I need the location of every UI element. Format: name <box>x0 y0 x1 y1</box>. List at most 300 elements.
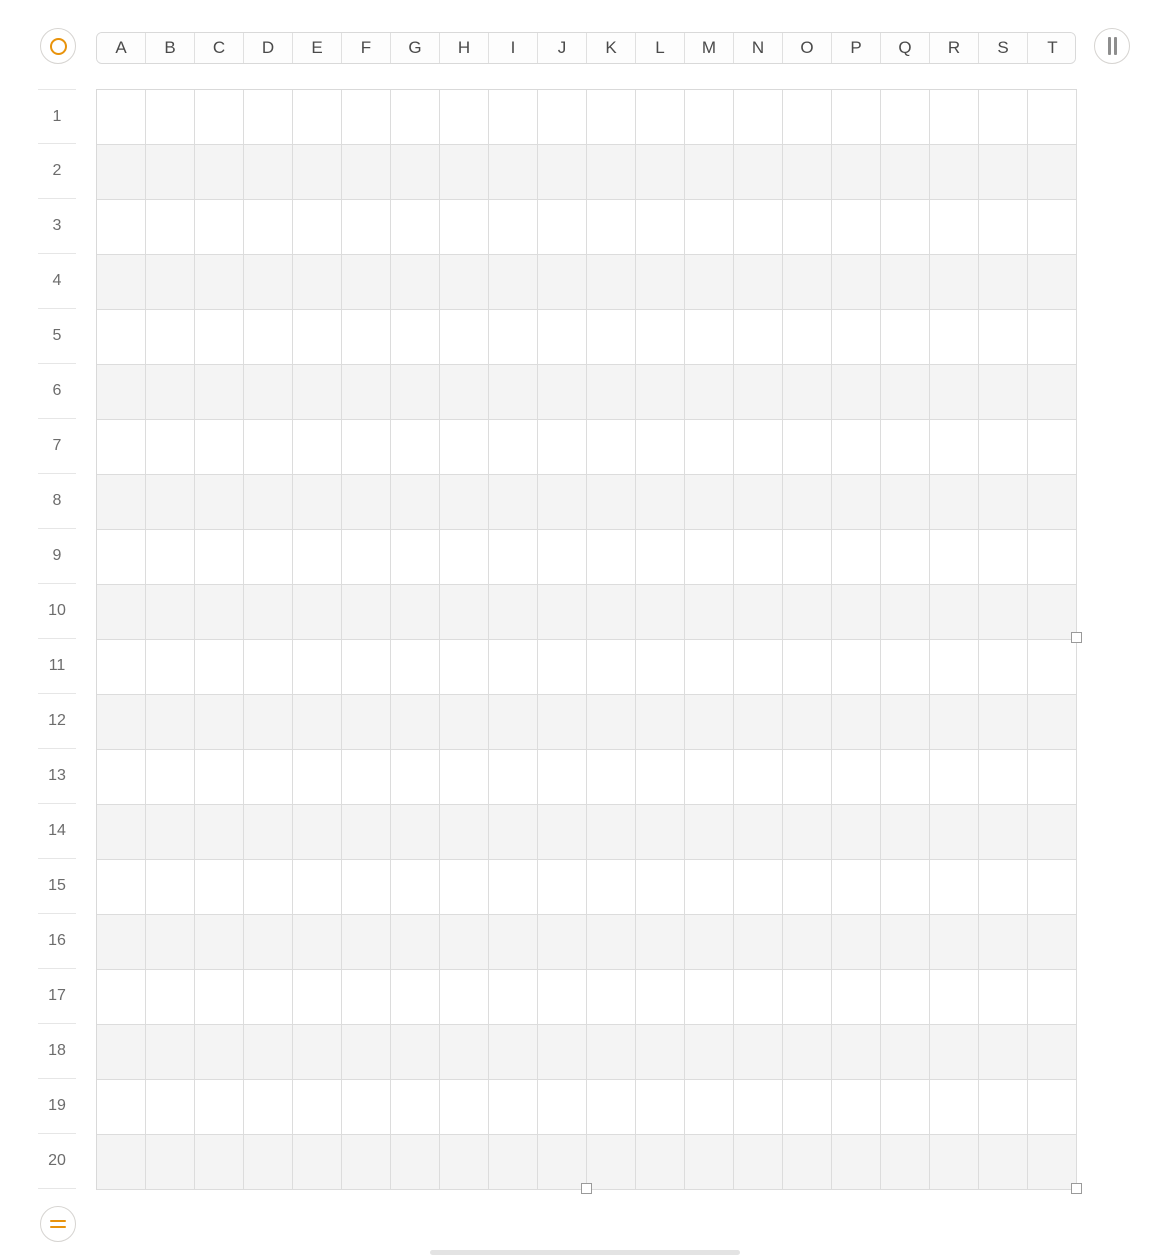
grid-cell-S11[interactable] <box>979 640 1028 695</box>
grid-cell-A8[interactable] <box>97 475 146 530</box>
grid-cell-I17[interactable] <box>489 970 538 1025</box>
grid-cell-K9[interactable] <box>587 530 636 585</box>
grid-cell-S5[interactable] <box>979 310 1028 365</box>
grid-cell-S16[interactable] <box>979 915 1028 970</box>
grid-cell-D5[interactable] <box>244 310 293 365</box>
grid-cell-B8[interactable] <box>146 475 195 530</box>
grid-cell-M3[interactable] <box>685 200 734 255</box>
grid-cell-M16[interactable] <box>685 915 734 970</box>
grid-cell-T10[interactable] <box>1028 585 1077 640</box>
grid-cell-R18[interactable] <box>930 1025 979 1080</box>
grid-cell-M6[interactable] <box>685 365 734 420</box>
grid-cell-H11[interactable] <box>440 640 489 695</box>
grid-cell-C7[interactable] <box>195 420 244 475</box>
grid-cell-P9[interactable] <box>832 530 881 585</box>
grid-cell-R11[interactable] <box>930 640 979 695</box>
grid-cell-F14[interactable] <box>342 805 391 860</box>
grid-cell-J3[interactable] <box>538 200 587 255</box>
grid-cell-J6[interactable] <box>538 365 587 420</box>
grid-cell-B2[interactable] <box>146 145 195 200</box>
grid-cell-A1[interactable] <box>97 90 146 145</box>
grid-cell-F11[interactable] <box>342 640 391 695</box>
grid-cell-C20[interactable] <box>195 1135 244 1190</box>
grid-cell-P8[interactable] <box>832 475 881 530</box>
grid-cell-P4[interactable] <box>832 255 881 310</box>
grid-cell-N12[interactable] <box>734 695 783 750</box>
grid-cell-F1[interactable] <box>342 90 391 145</box>
column-header-h[interactable]: H <box>440 33 489 63</box>
grid-cell-I7[interactable] <box>489 420 538 475</box>
grid-cell-B4[interactable] <box>146 255 195 310</box>
grid-cell-J5[interactable] <box>538 310 587 365</box>
grid-cell-I6[interactable] <box>489 365 538 420</box>
grid-cell-K1[interactable] <box>587 90 636 145</box>
grid-cell-G3[interactable] <box>391 200 440 255</box>
grid-cell-Q19[interactable] <box>881 1080 930 1135</box>
grid-cell-N10[interactable] <box>734 585 783 640</box>
grid-cell-T13[interactable] <box>1028 750 1077 805</box>
grid-cell-E2[interactable] <box>293 145 342 200</box>
grid-cell-L7[interactable] <box>636 420 685 475</box>
grid-cell-T17[interactable] <box>1028 970 1077 1025</box>
grid-cell-C6[interactable] <box>195 365 244 420</box>
grid-cell-Q3[interactable] <box>881 200 930 255</box>
grid-cell-L19[interactable] <box>636 1080 685 1135</box>
grid-cell-C2[interactable] <box>195 145 244 200</box>
grid-cell-K8[interactable] <box>587 475 636 530</box>
grid-cell-C9[interactable] <box>195 530 244 585</box>
grid-cell-D6[interactable] <box>244 365 293 420</box>
grid-cell-C12[interactable] <box>195 695 244 750</box>
grid-cell-M18[interactable] <box>685 1025 734 1080</box>
grid-cell-G15[interactable] <box>391 860 440 915</box>
grid-cell-A13[interactable] <box>97 750 146 805</box>
grid-cell-S15[interactable] <box>979 860 1028 915</box>
column-header-o[interactable]: O <box>783 33 832 63</box>
grid-cell-I13[interactable] <box>489 750 538 805</box>
grid-cell-R15[interactable] <box>930 860 979 915</box>
grid-cell-F19[interactable] <box>342 1080 391 1135</box>
grid-cell-P12[interactable] <box>832 695 881 750</box>
grid-cell-I2[interactable] <box>489 145 538 200</box>
grid-cell-F15[interactable] <box>342 860 391 915</box>
grid-cell-M14[interactable] <box>685 805 734 860</box>
column-header-t[interactable]: T <box>1028 33 1076 63</box>
grid-cell-S2[interactable] <box>979 145 1028 200</box>
grid-cell-A9[interactable] <box>97 530 146 585</box>
grid-cell-Q11[interactable] <box>881 640 930 695</box>
grid-cell-N6[interactable] <box>734 365 783 420</box>
grid-cell-H5[interactable] <box>440 310 489 365</box>
grid-cell-A12[interactable] <box>97 695 146 750</box>
grid-cell-D12[interactable] <box>244 695 293 750</box>
grid-cell-Q6[interactable] <box>881 365 930 420</box>
grid-cell-N15[interactable] <box>734 860 783 915</box>
column-header-d[interactable]: D <box>244 33 293 63</box>
grid-cell-S4[interactable] <box>979 255 1028 310</box>
grid-cell-H14[interactable] <box>440 805 489 860</box>
grid-cell-N8[interactable] <box>734 475 783 530</box>
grid-cell-H6[interactable] <box>440 365 489 420</box>
grid-cell-Q7[interactable] <box>881 420 930 475</box>
row-header-11[interactable]: 11 <box>38 639 76 694</box>
spreadsheet-grid[interactable] <box>96 89 1077 1190</box>
grid-cell-G4[interactable] <box>391 255 440 310</box>
grid-cell-K10[interactable] <box>587 585 636 640</box>
grid-cell-C8[interactable] <box>195 475 244 530</box>
grid-cell-R16[interactable] <box>930 915 979 970</box>
grid-cell-O1[interactable] <box>783 90 832 145</box>
grid-cell-F9[interactable] <box>342 530 391 585</box>
grid-cell-F18[interactable] <box>342 1025 391 1080</box>
grid-cell-J8[interactable] <box>538 475 587 530</box>
grid-cell-F4[interactable] <box>342 255 391 310</box>
row-header-3[interactable]: 3 <box>38 199 76 254</box>
grid-cell-G14[interactable] <box>391 805 440 860</box>
grid-cell-E15[interactable] <box>293 860 342 915</box>
grid-cell-S19[interactable] <box>979 1080 1028 1135</box>
grid-cell-O9[interactable] <box>783 530 832 585</box>
grid-cell-O6[interactable] <box>783 365 832 420</box>
grid-cell-I1[interactable] <box>489 90 538 145</box>
grid-cell-O17[interactable] <box>783 970 832 1025</box>
grid-cell-N13[interactable] <box>734 750 783 805</box>
grid-cell-L1[interactable] <box>636 90 685 145</box>
grid-cell-A5[interactable] <box>97 310 146 365</box>
grid-cell-Q13[interactable] <box>881 750 930 805</box>
grid-cell-D20[interactable] <box>244 1135 293 1190</box>
grid-cell-Q16[interactable] <box>881 915 930 970</box>
grid-cell-D10[interactable] <box>244 585 293 640</box>
grid-cell-C15[interactable] <box>195 860 244 915</box>
grid-cell-E11[interactable] <box>293 640 342 695</box>
grid-cell-O13[interactable] <box>783 750 832 805</box>
grid-cell-T9[interactable] <box>1028 530 1077 585</box>
grid-cell-R6[interactable] <box>930 365 979 420</box>
grid-cell-E19[interactable] <box>293 1080 342 1135</box>
grid-cell-L10[interactable] <box>636 585 685 640</box>
grid-cell-R10[interactable] <box>930 585 979 640</box>
grid-cell-I4[interactable] <box>489 255 538 310</box>
grid-cell-M2[interactable] <box>685 145 734 200</box>
grid-cell-B17[interactable] <box>146 970 195 1025</box>
grid-cell-C10[interactable] <box>195 585 244 640</box>
column-header-l[interactable]: L <box>636 33 685 63</box>
grid-cell-B3[interactable] <box>146 200 195 255</box>
grid-cell-A3[interactable] <box>97 200 146 255</box>
grid-cell-Q5[interactable] <box>881 310 930 365</box>
grid-cell-T1[interactable] <box>1028 90 1077 145</box>
grid-cell-N1[interactable] <box>734 90 783 145</box>
grid-cell-D9[interactable] <box>244 530 293 585</box>
column-header-m[interactable]: M <box>685 33 734 63</box>
grid-cell-I10[interactable] <box>489 585 538 640</box>
grid-cell-P11[interactable] <box>832 640 881 695</box>
grid-cell-J15[interactable] <box>538 860 587 915</box>
grid-cell-I3[interactable] <box>489 200 538 255</box>
grid-cell-N5[interactable] <box>734 310 783 365</box>
grid-cell-E16[interactable] <box>293 915 342 970</box>
grid-cell-I16[interactable] <box>489 915 538 970</box>
grid-cell-F5[interactable] <box>342 310 391 365</box>
grid-cell-M5[interactable] <box>685 310 734 365</box>
grid-cell-G7[interactable] <box>391 420 440 475</box>
grid-cell-B13[interactable] <box>146 750 195 805</box>
grid-cell-L11[interactable] <box>636 640 685 695</box>
grid-cell-L6[interactable] <box>636 365 685 420</box>
grid-cell-L14[interactable] <box>636 805 685 860</box>
grid-cell-G19[interactable] <box>391 1080 440 1135</box>
grid-cell-S9[interactable] <box>979 530 1028 585</box>
grid-cell-F3[interactable] <box>342 200 391 255</box>
grid-cell-G17[interactable] <box>391 970 440 1025</box>
grid-cell-T8[interactable] <box>1028 475 1077 530</box>
grid-cell-C18[interactable] <box>195 1025 244 1080</box>
grid-cell-H4[interactable] <box>440 255 489 310</box>
grid-cell-O16[interactable] <box>783 915 832 970</box>
grid-cell-G2[interactable] <box>391 145 440 200</box>
grid-cell-E4[interactable] <box>293 255 342 310</box>
grid-cell-F8[interactable] <box>342 475 391 530</box>
grid-cell-M20[interactable] <box>685 1135 734 1190</box>
row-header-15[interactable]: 15 <box>38 859 76 914</box>
row-header-12[interactable]: 12 <box>38 694 76 749</box>
grid-cell-E10[interactable] <box>293 585 342 640</box>
grid-cell-M9[interactable] <box>685 530 734 585</box>
row-header-17[interactable]: 17 <box>38 969 76 1024</box>
grid-cell-E3[interactable] <box>293 200 342 255</box>
grid-cell-O2[interactable] <box>783 145 832 200</box>
grid-cell-H3[interactable] <box>440 200 489 255</box>
grid-cell-F16[interactable] <box>342 915 391 970</box>
grid-cell-S14[interactable] <box>979 805 1028 860</box>
grid-cell-D17[interactable] <box>244 970 293 1025</box>
grid-cell-B14[interactable] <box>146 805 195 860</box>
grid-cell-Q4[interactable] <box>881 255 930 310</box>
grid-cell-E13[interactable] <box>293 750 342 805</box>
grid-cell-Q9[interactable] <box>881 530 930 585</box>
grid-cell-N3[interactable] <box>734 200 783 255</box>
grid-cell-P1[interactable] <box>832 90 881 145</box>
grid-cell-J10[interactable] <box>538 585 587 640</box>
grid-cell-R8[interactable] <box>930 475 979 530</box>
grid-cell-I11[interactable] <box>489 640 538 695</box>
grid-cell-A10[interactable] <box>97 585 146 640</box>
grid-cell-D8[interactable] <box>244 475 293 530</box>
grid-cell-P13[interactable] <box>832 750 881 805</box>
grid-cell-P7[interactable] <box>832 420 881 475</box>
grid-cell-T12[interactable] <box>1028 695 1077 750</box>
grid-cell-E17[interactable] <box>293 970 342 1025</box>
grid-cell-M7[interactable] <box>685 420 734 475</box>
grid-cell-H9[interactable] <box>440 530 489 585</box>
grid-cell-S7[interactable] <box>979 420 1028 475</box>
grid-cell-M8[interactable] <box>685 475 734 530</box>
grid-cell-G16[interactable] <box>391 915 440 970</box>
grid-cell-I14[interactable] <box>489 805 538 860</box>
grid-cell-I12[interactable] <box>489 695 538 750</box>
grid-cell-E18[interactable] <box>293 1025 342 1080</box>
grid-cell-T11[interactable] <box>1028 640 1077 695</box>
grid-cell-M13[interactable] <box>685 750 734 805</box>
grid-cell-S20[interactable] <box>979 1135 1028 1190</box>
grid-cell-Q2[interactable] <box>881 145 930 200</box>
grid-cell-E5[interactable] <box>293 310 342 365</box>
grid-cell-M12[interactable] <box>685 695 734 750</box>
grid-cell-Q8[interactable] <box>881 475 930 530</box>
grid-cell-L9[interactable] <box>636 530 685 585</box>
selection-handle-corner[interactable] <box>1071 1183 1082 1194</box>
grid-cell-L12[interactable] <box>636 695 685 750</box>
grid-cell-J12[interactable] <box>538 695 587 750</box>
grid-cell-N2[interactable] <box>734 145 783 200</box>
grid-cell-K13[interactable] <box>587 750 636 805</box>
grid-cell-E6[interactable] <box>293 365 342 420</box>
grid-cell-K19[interactable] <box>587 1080 636 1135</box>
grid-cell-C13[interactable] <box>195 750 244 805</box>
grid-cell-L17[interactable] <box>636 970 685 1025</box>
grid-cell-E12[interactable] <box>293 695 342 750</box>
grid-cell-H13[interactable] <box>440 750 489 805</box>
grid-cell-I5[interactable] <box>489 310 538 365</box>
grid-cell-F10[interactable] <box>342 585 391 640</box>
grid-cell-P17[interactable] <box>832 970 881 1025</box>
grid-cell-B15[interactable] <box>146 860 195 915</box>
column-header-g[interactable]: G <box>391 33 440 63</box>
grid-cell-L15[interactable] <box>636 860 685 915</box>
grid-cell-C1[interactable] <box>195 90 244 145</box>
column-header-p[interactable]: P <box>832 33 881 63</box>
column-header-s[interactable]: S <box>979 33 1028 63</box>
grid-cell-D14[interactable] <box>244 805 293 860</box>
grid-cell-D13[interactable] <box>244 750 293 805</box>
grid-cell-H12[interactable] <box>440 695 489 750</box>
row-header-20[interactable]: 20 <box>38 1134 76 1189</box>
grid-cell-K18[interactable] <box>587 1025 636 1080</box>
grid-cell-K4[interactable] <box>587 255 636 310</box>
row-header-1[interactable]: 1 <box>38 89 76 144</box>
grid-cell-C5[interactable] <box>195 310 244 365</box>
grid-cell-L18[interactable] <box>636 1025 685 1080</box>
column-header-q[interactable]: Q <box>881 33 930 63</box>
row-header-14[interactable]: 14 <box>38 804 76 859</box>
grid-cell-I9[interactable] <box>489 530 538 585</box>
column-header-b[interactable]: B <box>146 33 195 63</box>
column-header-f[interactable]: F <box>342 33 391 63</box>
grid-cell-A20[interactable] <box>97 1135 146 1190</box>
grid-cell-D11[interactable] <box>244 640 293 695</box>
grid-cell-O8[interactable] <box>783 475 832 530</box>
grid-cell-I20[interactable] <box>489 1135 538 1190</box>
grid-cell-P16[interactable] <box>832 915 881 970</box>
grid-cell-D2[interactable] <box>244 145 293 200</box>
grid-cell-M17[interactable] <box>685 970 734 1025</box>
grid-cell-Q12[interactable] <box>881 695 930 750</box>
grid-cell-G11[interactable] <box>391 640 440 695</box>
grid-cell-S18[interactable] <box>979 1025 1028 1080</box>
grid-cell-R19[interactable] <box>930 1080 979 1135</box>
row-header-18[interactable]: 18 <box>38 1024 76 1079</box>
grid-cell-R1[interactable] <box>930 90 979 145</box>
grid-cell-B20[interactable] <box>146 1135 195 1190</box>
grid-cell-F12[interactable] <box>342 695 391 750</box>
grid-cell-S10[interactable] <box>979 585 1028 640</box>
grid-cell-J4[interactable] <box>538 255 587 310</box>
grid-cell-L13[interactable] <box>636 750 685 805</box>
grid-cell-G10[interactable] <box>391 585 440 640</box>
grid-cell-H7[interactable] <box>440 420 489 475</box>
grid-cell-K14[interactable] <box>587 805 636 860</box>
grid-cell-T15[interactable] <box>1028 860 1077 915</box>
grid-cell-N7[interactable] <box>734 420 783 475</box>
grid-cell-L4[interactable] <box>636 255 685 310</box>
grid-cell-O5[interactable] <box>783 310 832 365</box>
grid-cell-A14[interactable] <box>97 805 146 860</box>
grid-cell-L16[interactable] <box>636 915 685 970</box>
grid-cell-F7[interactable] <box>342 420 391 475</box>
grid-cell-G1[interactable] <box>391 90 440 145</box>
grid-cell-B7[interactable] <box>146 420 195 475</box>
grid-cell-O20[interactable] <box>783 1135 832 1190</box>
grid-cell-Q14[interactable] <box>881 805 930 860</box>
grid-cell-B19[interactable] <box>146 1080 195 1135</box>
grid-cell-C19[interactable] <box>195 1080 244 1135</box>
grid-cell-A19[interactable] <box>97 1080 146 1135</box>
grid-cell-T20[interactable] <box>1028 1135 1077 1190</box>
grid-cell-L5[interactable] <box>636 310 685 365</box>
grid-cell-M15[interactable] <box>685 860 734 915</box>
grid-cell-A16[interactable] <box>97 915 146 970</box>
grid-cell-R13[interactable] <box>930 750 979 805</box>
grid-cell-H15[interactable] <box>440 860 489 915</box>
column-header-e[interactable]: E <box>293 33 342 63</box>
row-header-2[interactable]: 2 <box>38 144 76 199</box>
grid-cell-K2[interactable] <box>587 145 636 200</box>
grid-cell-T3[interactable] <box>1028 200 1077 255</box>
grid-cell-F17[interactable] <box>342 970 391 1025</box>
grid-cell-H10[interactable] <box>440 585 489 640</box>
grid-cell-K15[interactable] <box>587 860 636 915</box>
grid-cell-I18[interactable] <box>489 1025 538 1080</box>
grid-cell-D19[interactable] <box>244 1080 293 1135</box>
grid-cell-J2[interactable] <box>538 145 587 200</box>
grid-cell-S12[interactable] <box>979 695 1028 750</box>
grid-cell-F6[interactable] <box>342 365 391 420</box>
grid-cell-J14[interactable] <box>538 805 587 860</box>
grid-cell-T7[interactable] <box>1028 420 1077 475</box>
grid-cell-A6[interactable] <box>97 365 146 420</box>
grid-cell-T19[interactable] <box>1028 1080 1077 1135</box>
grid-cell-P18[interactable] <box>832 1025 881 1080</box>
row-header-10[interactable]: 10 <box>38 584 76 639</box>
grid-cell-K3[interactable] <box>587 200 636 255</box>
grid-cell-O19[interactable] <box>783 1080 832 1135</box>
grid-cell-K11[interactable] <box>587 640 636 695</box>
grid-cell-S17[interactable] <box>979 970 1028 1025</box>
grid-cell-F2[interactable] <box>342 145 391 200</box>
grid-cell-F13[interactable] <box>342 750 391 805</box>
grid-cell-C17[interactable] <box>195 970 244 1025</box>
grid-cell-C14[interactable] <box>195 805 244 860</box>
grid-cell-G18[interactable] <box>391 1025 440 1080</box>
grid-cell-L2[interactable] <box>636 145 685 200</box>
grid-cell-F20[interactable] <box>342 1135 391 1190</box>
grid-cell-M4[interactable] <box>685 255 734 310</box>
grid-cell-O4[interactable] <box>783 255 832 310</box>
grid-cell-S13[interactable] <box>979 750 1028 805</box>
grid-cell-Q20[interactable] <box>881 1135 930 1190</box>
grid-cell-E8[interactable] <box>293 475 342 530</box>
